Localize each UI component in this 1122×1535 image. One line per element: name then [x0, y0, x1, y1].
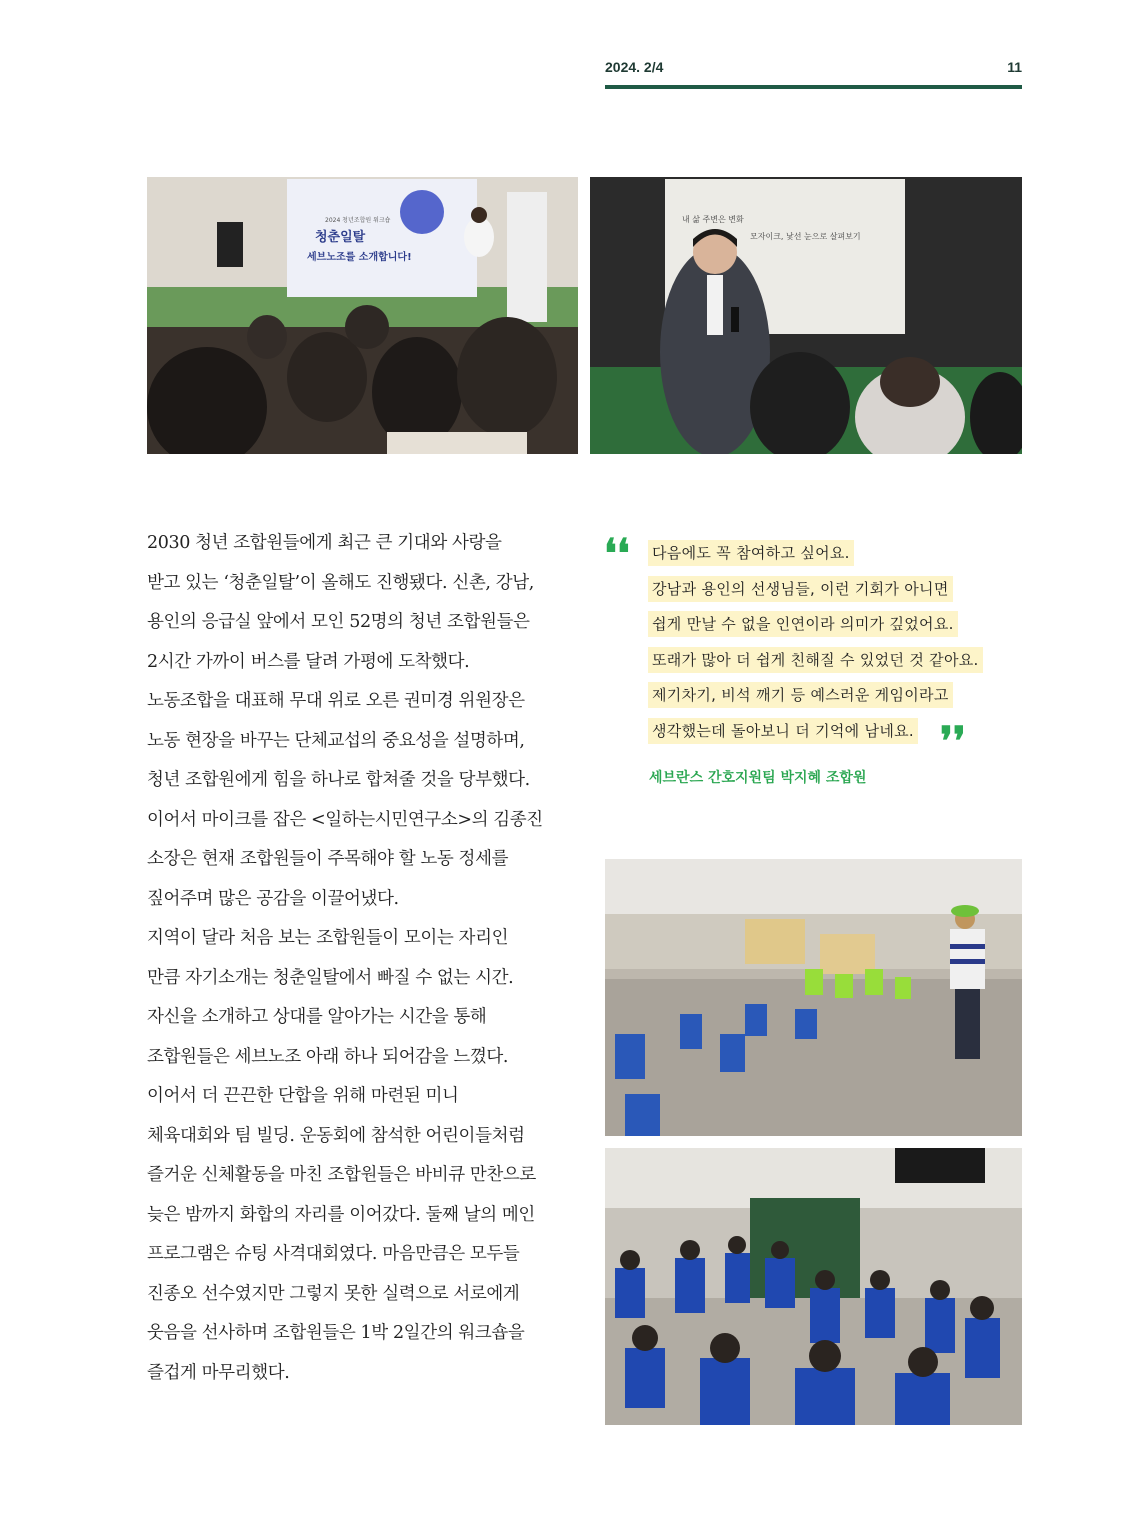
issue-date: 2024. 2/4 — [605, 59, 664, 75]
quote-attribution: 세브란스 간호지원팀 박지혜 조합원 — [649, 770, 867, 786]
body-line: 웃음을 선사하며 조합원들은 1박 2일간의 워크숍을 — [147, 1323, 525, 1343]
slide-subtitle: 세브노조를 소개합니다! — [307, 252, 412, 263]
body-line: 노동조합을 대표해 무대 위로 오른 권미경 위원장은 — [147, 691, 525, 711]
body-line: 이어서 더 끈끈한 단합을 위해 마련된 미니 — [147, 1086, 459, 1106]
body-line: 2030 청년 조합원들에게 최근 큰 기대와 사랑을 — [147, 533, 502, 553]
body-line: 진종오 선수였지만 그렇지 못한 실력으로 서로에게 — [147, 1283, 520, 1304]
body-line: 만큼 자기소개는 청춘일탈에서 빠질 수 없는 시간. — [147, 967, 514, 988]
body-line: 이어서 마이크를 잡은 <일하는시민연구소>의 김종진 — [147, 809, 543, 830]
quote-line-text: 다음에도 꼭 참여하고 싶어요. — [648, 540, 854, 566]
body-line: 자신을 소개하고 상대를 알아가는 시간을 통해 — [147, 1007, 487, 1027]
photo-speaker-microphone — [590, 177, 1022, 454]
body-line: 즐거운 신체활동을 마친 조합원들은 바비큐 만찬으로 — [147, 1165, 536, 1185]
body-line: 용인의 응급실 앞에서 모인 52명의 청년 조합원들은 — [147, 612, 530, 632]
body-line: 체육대회와 팀 빌딩. 운동회에 참석한 어린이들처럼 — [147, 1125, 525, 1146]
photo-workshop-game — [605, 859, 1022, 1136]
body-line: 프로그램은 슈팅 사격대회였다. 마음만큼은 모두들 — [147, 1244, 520, 1264]
photo-presentation-stage — [147, 177, 578, 454]
quote-line-text: 또래가 많아 더 쉽게 친해질 수 있었던 것 같아요. — [648, 647, 983, 673]
open-quote-icon: ❛❛ — [604, 530, 630, 577]
body-line: 청년 조합원에게 힘을 하나로 합쳐줄 것을 당부했다. — [147, 770, 530, 790]
close-quote-icon: ❜❜ — [940, 718, 966, 765]
article-body — [147, 524, 567, 1393]
slide-title: 청춘일탈 — [315, 230, 366, 245]
body-line: 노동 현장을 바꾸는 단체교섭의 중요성을 설명하며, — [147, 730, 525, 751]
quote-line — [648, 611, 983, 647]
photo-team-building — [605, 1148, 1022, 1425]
quote-line-text: 생각했는데 돌아보니 더 기억에 남네요. — [648, 718, 918, 744]
body-line: 조합원들은 세브노조 아래 하나 되어감을 느꼈다. — [147, 1046, 509, 1067]
quote-line — [648, 718, 983, 754]
quote-line — [648, 576, 983, 612]
body-line: 즐겁게 마무리했다. — [147, 1362, 290, 1383]
slide2-line2: 모자이크, 낯선 눈으로 살펴보기 — [750, 232, 861, 241]
page-number: 11 — [1007, 59, 1022, 75]
quote-line-text: 쉽게 만날 수 없을 인연이라 의미가 깊었어요. — [648, 611, 958, 637]
body-line: 지역이 달라 처음 보는 조합원들이 모이는 자리인 — [147, 928, 509, 948]
quote-line — [648, 647, 983, 683]
body-line: 늦은 밤까지 화합의 자리를 이어갔다. 둘째 날의 메인 — [147, 1204, 535, 1225]
body-line: 소장은 현재 조합원들이 주목해야 할 노동 정세를 — [147, 849, 509, 869]
quote-line — [648, 540, 983, 576]
slide-line1: 2024 청년조합원 워크숍 — [325, 217, 391, 224]
body-line: 짚어주며 많은 공감을 이끌어냈다. — [147, 888, 399, 909]
quote-text — [648, 540, 983, 753]
slide2-line1: 내 삶 주변은 변화 — [682, 215, 744, 224]
quote-line — [648, 682, 983, 718]
body-line: 받고 있는 ‘청춘일탈’이 올해도 진행됐다. 신촌, 강남, — [147, 572, 534, 593]
quote-line-text: 제기차기, 비석 깨기 등 예스러운 게임이라고 — [648, 682, 953, 708]
quote-line-text: 강남과 용인의 선생님들, 이런 기회가 아니면 — [648, 576, 953, 602]
header-rule — [605, 85, 1022, 89]
body-line: 2시간 가까이 버스를 달려 가평에 도착했다. — [147, 651, 470, 672]
